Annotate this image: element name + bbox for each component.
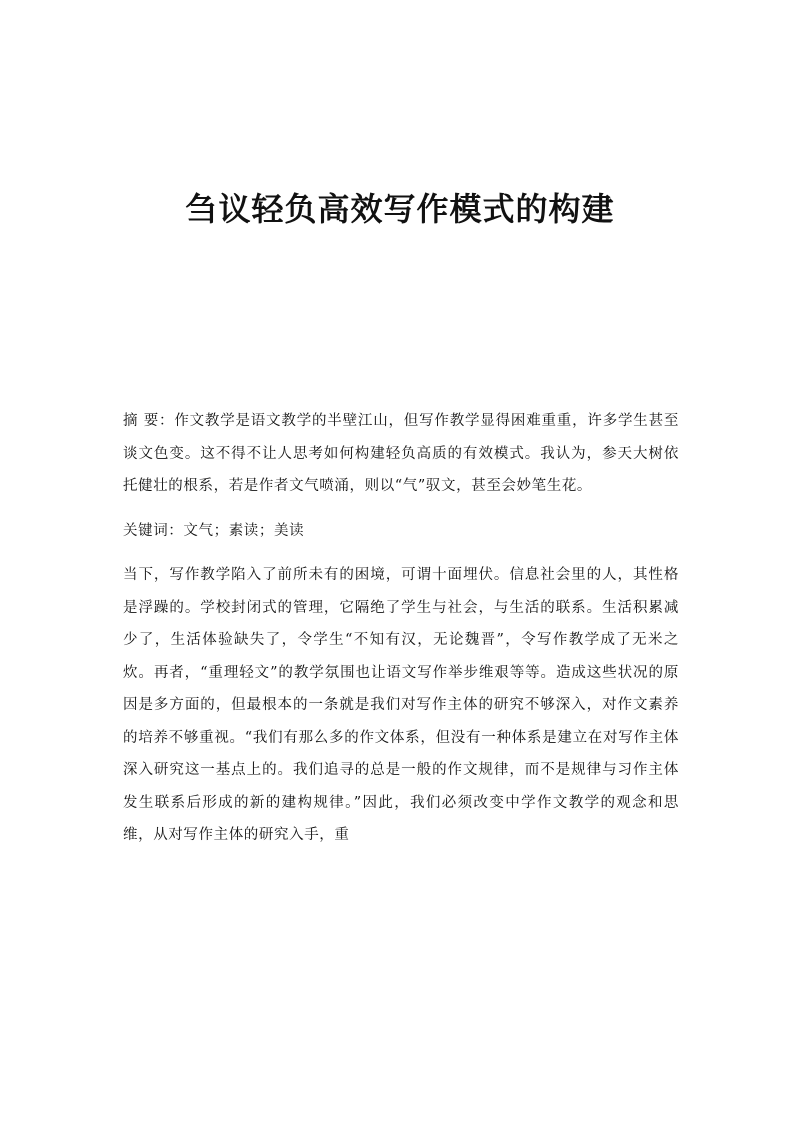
document-content: [123, 405, 679, 852]
keywords-paragraph: [123, 515, 679, 548]
abstract-text: 作文教学是语文教学的半壁江山，但写作教学显得困难重重，许多学生甚至谈文色变。这不得不让人思考如何构建轻负高质的有效模式。我认为，参天大树依托健壮的根系，若是作者文气喷涌，则以“气”驭文，甚至会妙笔生花。: [123, 413, 679, 494]
abstract-paragraph: [123, 405, 679, 503]
document-title: 刍议轻负高效写作模式的构建: [185, 190, 615, 228]
keywords-label: 关键词：: [123, 522, 184, 539]
body-paragraph: 当下，写作教学陷入了前所未有的困境，可谓十面埋伏。信息社会里的人，其性格是浮躁的。学校封闭式的管理，它隔绝了学生与社会，与生活的联系。生活积累减少了，生活体验缺失了，令学生“不知有汉，无论魏晋”，令写作教学成了无米之炊。再者，“重理轻文”的教学氛围也让语文写作举步维艰等等。造成这些状况的原因是多方面的，但最根本的一条就是我们对写作主体的研究不够深入，对作文素养的培养不够重视。“我们有那么多的作文体系，但没有一种体系是建立在对写作主体深入研究这一基点上的。我们追寻的总是一般的作文规律，而不是规律与习作主体发生联系后形成的新的建构规律。”因此，我们必须改变中学作文教学的观念和思维，从对写作主体的研究入手，重: [123, 567, 679, 843]
abstract-label: 摘 要：: [123, 413, 175, 429]
keywords-text: 文气；素读；美读: [183, 522, 305, 539]
